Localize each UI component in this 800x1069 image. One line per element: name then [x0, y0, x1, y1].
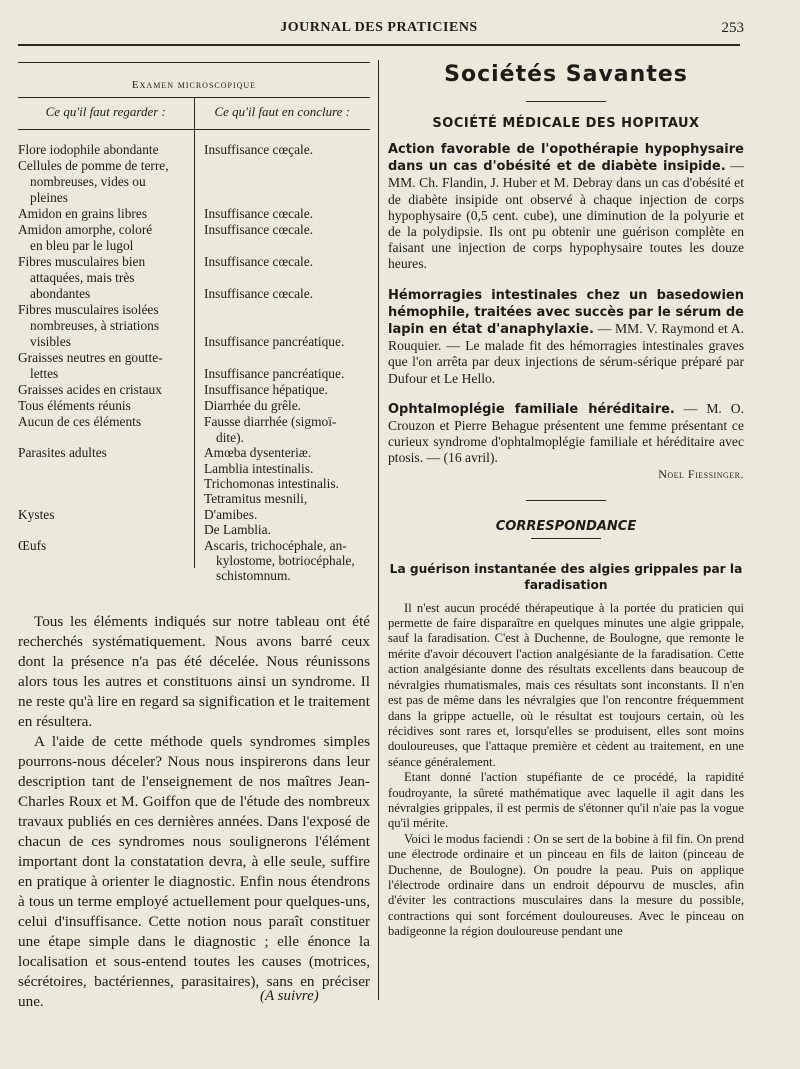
- table-cell: Tetramitus mesnili,: [204, 491, 308, 506]
- correspondence-title: CORRESPONDANCE: [495, 518, 637, 534]
- table-cell: Graisses acides en cristaux: [18, 382, 162, 397]
- table-cell: schistomnum.: [216, 568, 291, 583]
- paragraph: Etant donné l'action stupéfiante de ce procédé, la rapidité foudroyante, la sûreté mathématique avec laquelle il agit dans les névralgies grippales, il est permis de s'étonner qu'il n'aie pas la vogue qu'il mérite.: [388, 770, 744, 831]
- paragraph: Tous les éléments indiqués sur notre tableau ont été recherchés systématiquement. Nous avons barré ceux dont la présence n'a pas été décelée. Nous réunissons alors tous les autres et constituons ainsi un syndrome. Il ne reste qu'à lire en regard sa signification et le traitement en résultera.: [18, 613, 370, 730]
- section-rule: [526, 500, 606, 501]
- table-cell: Trichomonas intestinalis.: [204, 476, 339, 491]
- table-cell: Insuffisance cœcale.: [204, 286, 314, 301]
- exam-table: [18, 62, 370, 583]
- signature: Noel Fiessinger.: [658, 466, 744, 481]
- table-cell: Insuffisance cœcale.: [204, 254, 314, 269]
- table-cell: Insuffisance pancréatique.: [204, 366, 345, 381]
- header-left: Ce qu'il faut regarder :: [45, 104, 166, 119]
- table-cell: visibles: [30, 334, 71, 349]
- table-cell: Amidon amorphe, coloré: [18, 222, 153, 237]
- correspondence-body: [388, 601, 744, 940]
- article-body: — MM. Ch. Flandin, J. Huber et M. Debray dans un cas d'obésité et de diabète insipide ont observé à chaque injection de corps hypophysaire (0,5 cent. cube), une diminution de la polyurie et de la polydipsie. Ils ont pu obtenir une guérison complète en faisant une injection de corps hypophysaire toutes les douze heures.: [388, 158, 744, 272]
- table-cell: Lamblia intestinalis.: [204, 461, 314, 476]
- table-cell: en bleu par le lugol: [30, 238, 134, 253]
- table-cell: Parasites adultes: [18, 445, 107, 460]
- table-cell: Flore iodophile abondante: [18, 142, 159, 157]
- table-cell: Fibres musculaires isolées: [18, 302, 159, 317]
- header-right: Ce qu'il faut en conclure :: [194, 98, 371, 129]
- table-body: [18, 130, 370, 583]
- to-be-continued: (A suivre): [260, 988, 319, 1004]
- article-heading: Action favorable de l'opothérapie hypophysaire dans un cas d'obésité et de diabète insipide.: [388, 142, 744, 175]
- table-cell: attaquées, mais très: [30, 270, 135, 285]
- paragraph: A l'aide de cette méthode quels syndromes simples pourrons-nous déceler? Nous nous inspirerons dans leur description tant de l'enseignement de nos maîtres Jean-Charles Roux et M. Goiffon que de l'étude des nombreux travaux publiés en ces dernières années. Dans l'exposé de chacun de ces syndromes nous soulignerons l'élément important dont la constatation devra, à elle seule, suffire en pratique à orienter le diagnostic. Enfin nous étendrons à tous un terme employé actuellement pour quelques-uns, celui d'insuffisance. Cette notion nous paraît constituer une étape simple dans le diagnostic ; elle énonce la localisation et sous-entend toutes les causes (motrices, sécrétoires, bactériennes, parasitaires), sans en préciser une.: [18, 733, 370, 1010]
- table-cell: Insuffisance hépatique.: [204, 382, 328, 397]
- table-cell: Aucun de ces éléments: [18, 414, 142, 429]
- table-cell: Ascaris, trichocéphale, an-: [204, 538, 347, 553]
- page-header: [18, 16, 744, 46]
- table-cell: Insuffisance cœcale.: [204, 222, 314, 237]
- table-cell: Diarrhée du grêle.: [204, 398, 302, 413]
- paragraph: Voici le modus faciendi : On se sert de la bobine à fil fin. On prend une électrode ordinaire et un pinceau en fils de laiton (pinceau de Duchenne, de Boulogne). On poudre la peau. Puis on applique l'électrode ordinaire dans un endroit dépourvu de muscles, afin d'éviter les contractions musculaires dans la mesure du possible, contractions qui sont forcément douloureuses. Avec le pinceau on badigeonne la région douloureuse pendant une: [388, 831, 744, 939]
- table-cell: Tous éléments réunis: [18, 398, 131, 413]
- article-body: — M. O. Crouzon et Pierre Behague présentent une femme présentant ce curieux syndrome d'ophtalmoplégie familiale et héréditaire avec ptosis. — (16 avril).: [388, 400, 744, 466]
- table-cell: Amidon en grains libres: [18, 206, 148, 221]
- table-cell: pleines: [30, 190, 68, 205]
- table-cell: De Lamblia.: [204, 522, 271, 537]
- table-cell: Œufs: [18, 538, 47, 553]
- table-cell: dite).: [216, 430, 244, 445]
- table-cell: Fausse diarrhée (sigmoï-: [204, 414, 337, 429]
- society-title: SOCIÉTÉ MÉDICALE DES HOPITAUX: [432, 116, 700, 131]
- article-1: [388, 141, 744, 273]
- table-cell: Graisses neutres en goutte-: [18, 350, 163, 365]
- paragraph: Il n'est aucun procédé thérapeutique à la portée du praticien qui permette de faire disparaître en quelques minutes une algie grippale, sauf la faradisation. C'est à Duchenne, de Boulogne, que remonte le mérite d'avoir découvert l'action analgésiante de la faradisation. Cette action analgésiante donne des résultats excellents dans beaucoup de névralgies rhumatismales, mais ces résultats sont inconstants. Il n'en est pas de même dans les névralgies que l'on rencontre fréquemment dans la grippe actuelle, où le résultat est toujours certain, où les récidives sont rares et, lorsqu'elles se produisent, elles sont moins douloureuses, que l'attaque première et cèdent au traitement, en une séance généralement.: [388, 600, 744, 769]
- article-heading: Ophtalmoplégie familiale héréditaire.: [388, 401, 675, 417]
- article-2: [388, 287, 744, 387]
- article-3: [388, 401, 744, 467]
- table-cell: Insuffisance cœçale.: [204, 142, 314, 157]
- table-cell: Kystes: [18, 507, 55, 522]
- correspondence-subtitle: La guérison instantanée des algies grippales par la faradisation: [389, 561, 743, 592]
- table-cell: Insuffisance cœcale.: [204, 206, 314, 221]
- table-column-separator: [194, 130, 195, 568]
- table-cell: abondantes: [30, 286, 91, 301]
- journal-title: JOURNAL DES PRATICIENS: [280, 20, 478, 35]
- header-rule: [18, 44, 740, 46]
- table-cell: Cellules de pomme de terre,: [18, 158, 169, 173]
- table-cell: nombreuses, vides ou: [30, 174, 146, 189]
- column-divider: [378, 60, 379, 1000]
- table-cell: nombreuses, à striations: [30, 318, 160, 333]
- table-headers: [18, 97, 370, 130]
- table-cell: Fibres musculaires bien: [18, 254, 146, 269]
- table-cell: lettes: [30, 366, 59, 381]
- article-body: — MM. V. Raymond et A. Rouquier. — Le malade fit des hémorragies intestinales graves que l'on arrêta par deux injections de sérum-sérique préparé par Dufour et Le Hello.: [388, 321, 744, 386]
- left-body-text: [18, 612, 370, 1012]
- table-cell: kylostome, botriocéphale,: [216, 553, 355, 568]
- section-title: Sociétés Savantes: [444, 62, 688, 87]
- article-heading: Hémorragies intestinales chez un basedowien hémophile, traitées avec succès par le sérum de lapin en état d'anaphylaxie.: [388, 287, 744, 338]
- correspondence-underline: [531, 538, 601, 539]
- table-cell: Insuffisance pancréatique.: [204, 334, 345, 349]
- table-caption: Examen microscopique: [131, 79, 257, 91]
- page-number: 253: [721, 20, 744, 36]
- right-column: [388, 58, 744, 940]
- title-rule: [526, 101, 606, 102]
- table-cell: Amœba dysenteriæ.: [204, 445, 312, 460]
- table-cell: D'amibes.: [204, 507, 258, 522]
